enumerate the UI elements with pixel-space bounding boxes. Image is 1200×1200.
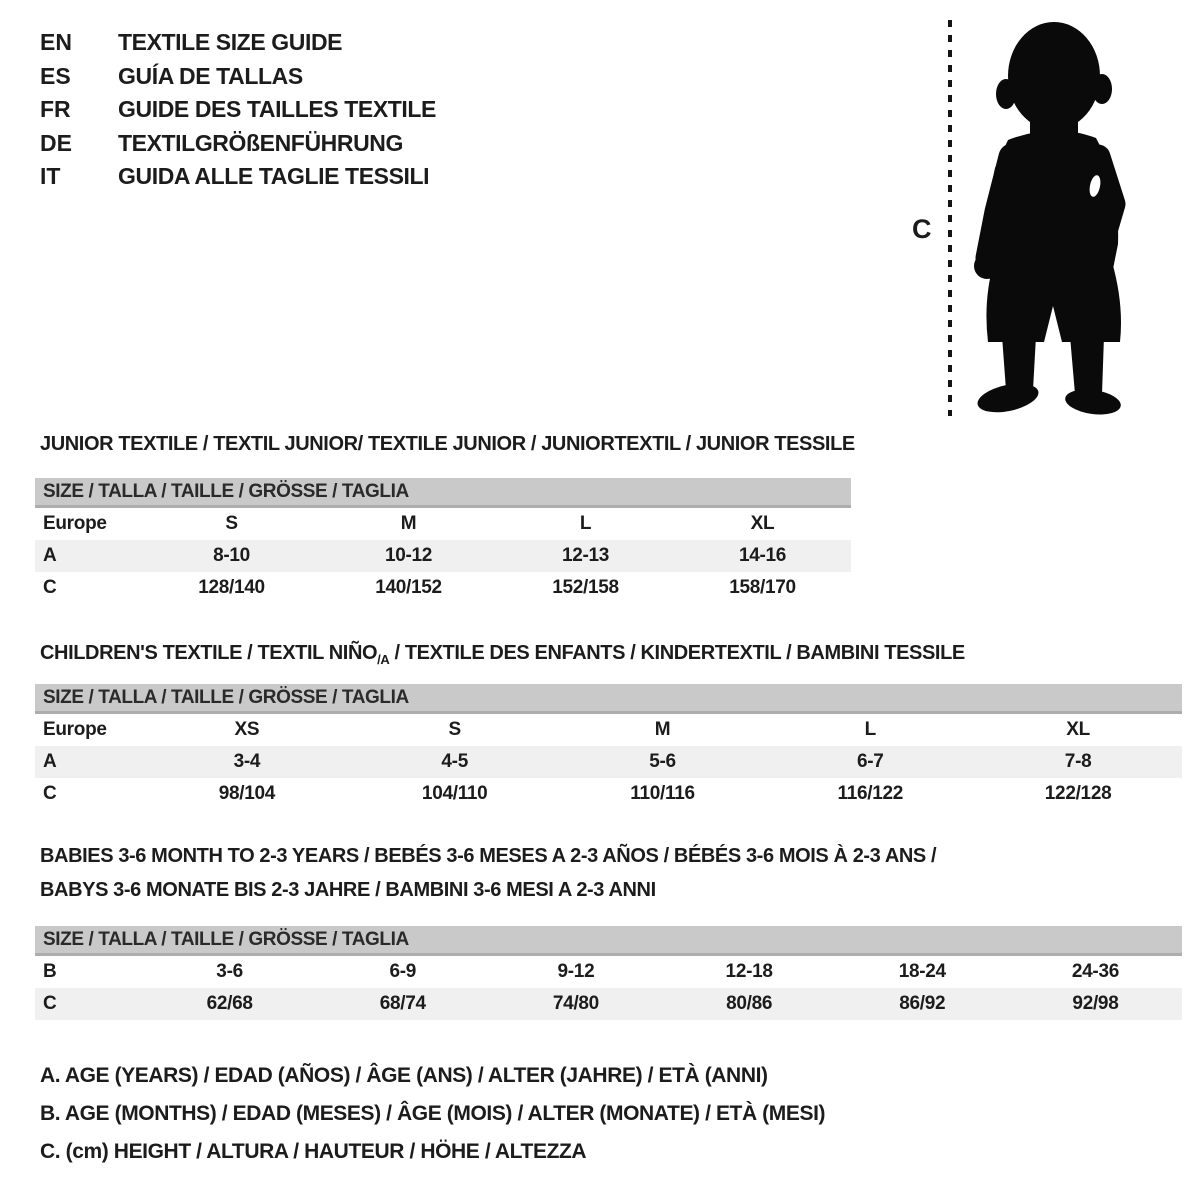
table-row	[35, 988, 1182, 1020]
table-row	[35, 508, 851, 540]
table-cell: 68/74	[379, 993, 426, 1014]
table-cell: 140/152	[375, 577, 442, 598]
table-row	[35, 714, 1182, 746]
children-section-title	[40, 642, 965, 667]
table-cell: 104/110	[421, 783, 488, 804]
table-cell: 5-6	[649, 751, 676, 772]
language-row	[40, 26, 436, 60]
table-cell: 8-10	[213, 545, 250, 566]
table-cell: 62/68	[206, 993, 253, 1014]
measurement-legend	[40, 1064, 825, 1178]
guide-title: GUIDA ALLE TAGLIE TESSILI	[118, 163, 430, 190]
language-row	[40, 127, 436, 161]
table-cell: 158/170	[729, 577, 796, 598]
language-code: ES	[40, 62, 71, 89]
table-cell: L	[864, 719, 876, 740]
guide-title: GUIDE DES TAILLES TEXTILE	[118, 96, 436, 123]
table-row	[35, 572, 851, 604]
table-cell: 24-36	[1071, 961, 1119, 982]
table-cell: XS	[234, 719, 260, 740]
toddler-silhouette-icon	[962, 12, 1140, 420]
table-cell: 6-9	[389, 961, 417, 982]
table-cell: 110/116	[630, 783, 695, 804]
junior-section-title: JUNIOR TEXTILE / TEXTIL JUNIOR/ TEXTILE JUNIOR / JUNIORTEXTIL / JUNIOR TESSILE	[40, 433, 855, 455]
table-cell: S	[448, 719, 461, 740]
language-title-list	[40, 26, 436, 194]
row-label: C	[43, 577, 57, 598]
table-cell: XL	[750, 513, 775, 534]
language-row	[40, 160, 436, 194]
height-measure-label: C	[912, 214, 932, 244]
table-cell: 3-6	[216, 961, 243, 982]
table-cell: 116/122	[837, 783, 904, 804]
table-row	[35, 540, 851, 572]
row-label: Europe	[43, 719, 107, 740]
language-code: EN	[40, 29, 72, 56]
language-code: IT	[40, 163, 61, 190]
row-label: C	[43, 783, 57, 804]
table-cell: 74/80	[552, 993, 599, 1014]
children-title-suffix: / TEXTILE DES ENFANTS / KINDERTEXTIL / BAMBINI TESSILE	[389, 642, 965, 664]
babies-section-title-line2: BABYS 3-6 MONATE BIS 2-3 JAHRE / BAMBINI 3-6 MESI A 2-3 ANNI	[40, 879, 656, 901]
size-header-bar: SIZE / TALLA / TAILLE / GRÖSSE / TAGLIA	[35, 478, 851, 508]
legend-line-c: C. (cm) HEIGHT / ALTURA / HAUTEUR / HÖHE / ALTEZZA	[40, 1140, 587, 1163]
language-code: DE	[40, 129, 72, 156]
table-cell: S	[225, 513, 238, 534]
table-cell: 92/98	[1072, 993, 1119, 1014]
table-row	[35, 746, 1182, 778]
language-code: FR	[40, 96, 71, 123]
table-cell: 14-16	[738, 545, 787, 566]
table-cell: 6-7	[857, 751, 884, 772]
table-cell: M	[654, 719, 671, 740]
table-cell: 86/92	[899, 993, 946, 1014]
table-cell: M	[400, 513, 417, 534]
guide-title: TEXTILGRÖßENFÜHRUNG	[118, 129, 403, 156]
table-cell: 10-12	[384, 545, 433, 566]
row-label: C	[43, 993, 57, 1014]
junior-size-table	[35, 478, 851, 604]
size-header-bar: SIZE / TALLA / TAILLE / GRÖSSE / TAGLIA	[35, 684, 1182, 714]
legend-line-b: B. AGE (MONTHS) / EDAD (MESES) / ÂGE (MOIS) / ALTER (MONATE) / ETÀ (MESI)	[40, 1102, 826, 1125]
row-label: B	[43, 961, 57, 982]
babies-size-table	[35, 926, 1182, 1020]
table-cell: 12-13	[561, 545, 610, 566]
table-cell: 7-8	[1064, 751, 1092, 772]
table-cell: 80/86	[726, 993, 773, 1014]
table-cell: 98/104	[218, 783, 276, 804]
table-cell: 122/128	[1044, 783, 1112, 804]
language-row	[40, 60, 436, 94]
row-label: A	[43, 751, 57, 772]
table-cell: 128/140	[198, 577, 265, 598]
guide-title: GUÍA DE TALLAS	[118, 62, 303, 89]
row-label: A	[43, 545, 57, 566]
table-cell: 152/158	[552, 577, 619, 598]
table-cell: 9-12	[557, 961, 595, 982]
table-cell: 3-4	[233, 751, 261, 772]
table-cell: 12-18	[725, 961, 773, 982]
row-label: Europe	[43, 513, 107, 534]
children-title-sub: /A	[377, 652, 390, 667]
guide-title: TEXTILE SIZE GUIDE	[118, 29, 343, 56]
babies-section-title-line1: BABIES 3-6 MONTH TO 2-3 YEARS / BEBÉS 3-6 MESES A 2-3 AÑOS / BÉBÉS 3-6 MOIS À 2-3 ANS /	[40, 845, 937, 867]
children-size-table	[35, 684, 1182, 810]
size-header-bar: SIZE / TALLA / TAILLE / GRÖSSE / TAGLIA	[35, 926, 1182, 956]
table-cell: XL	[1066, 719, 1090, 740]
table-row	[35, 778, 1182, 810]
table-cell: 4-5	[441, 751, 468, 772]
table-cell: L	[579, 513, 592, 534]
height-measure-dashed-line	[948, 20, 952, 416]
table-row	[35, 956, 1182, 988]
children-title-prefix: CHILDREN'S TEXTILE / TEXTIL NIÑO	[40, 642, 378, 664]
table-cell: 18-24	[898, 961, 946, 982]
legend-line-a: A. AGE (YEARS) / EDAD (AÑOS) / ÂGE (ANS) / ALTER (JAHRE) / ETÀ (ANNI)	[40, 1064, 768, 1087]
language-row	[40, 93, 436, 127]
